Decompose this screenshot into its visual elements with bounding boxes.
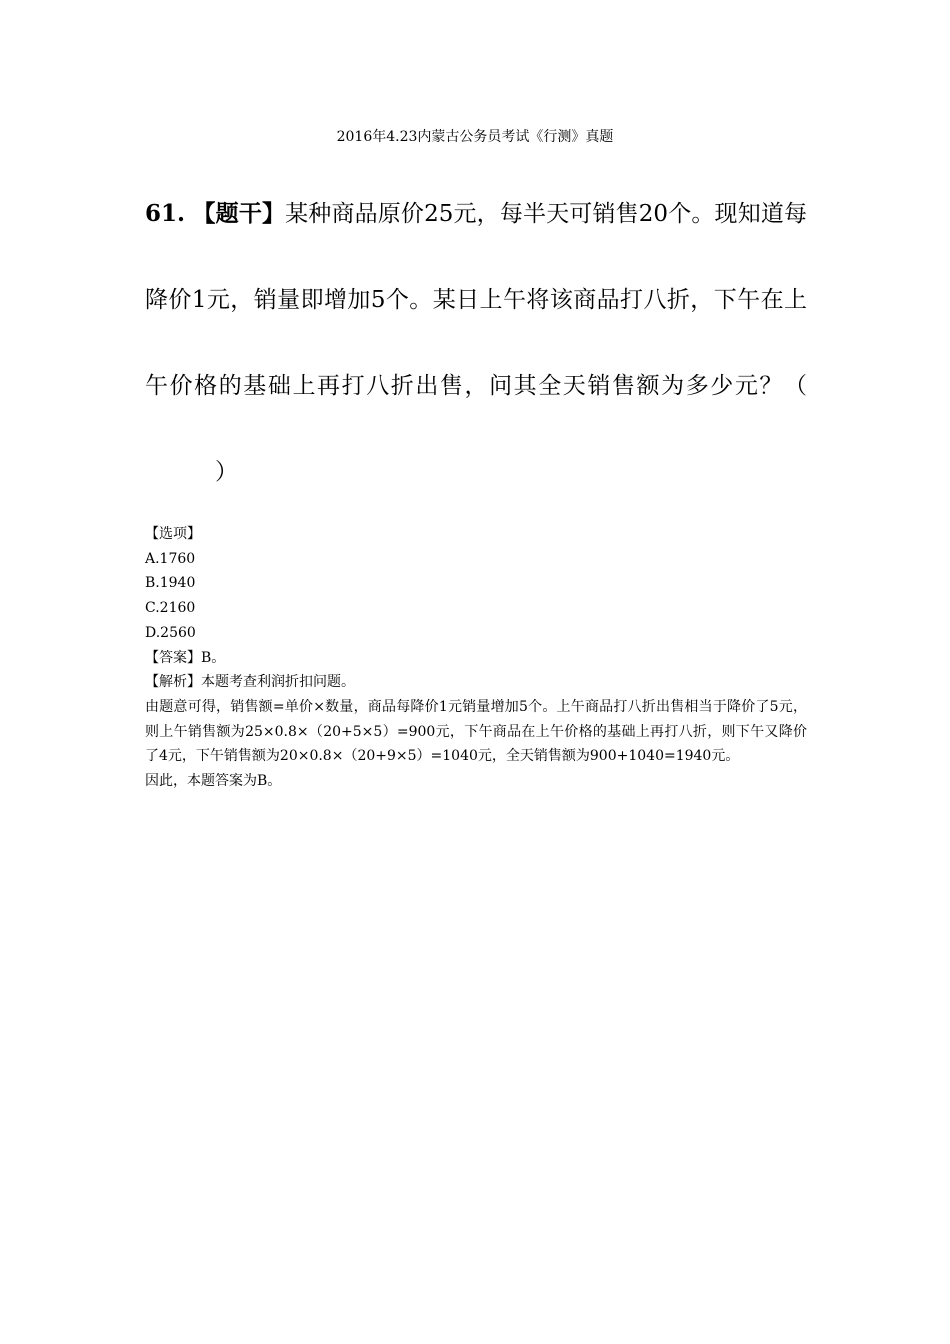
question-details (145, 522, 807, 794)
option-c: C.2160 (145, 600, 196, 617)
answer-line: 【答案】B。 (145, 649, 226, 666)
page-title: 2016年4.23内蒙古公务员考试《行测》真题 (336, 129, 614, 145)
page-header (0, 127, 950, 147)
analysis-conclusion: 因此，本题答案为B。 (145, 773, 282, 790)
question-stem (145, 171, 807, 515)
question-number: 61. (145, 200, 186, 227)
analysis-label: 【解析】本题考查利润折扣问题。 (145, 674, 355, 691)
option-d: D.2560 (145, 624, 196, 641)
option-a: A.1760 (145, 550, 196, 567)
option-b: B.1940 (145, 575, 196, 592)
question-text: 某种商品原价25元，每半天可销售20个。现知道每降价1元，销量即增加5个。某日上午将该商品打八折，下午在上午价格的基础上再打八折出售，问其全天销售额为多少元？（ (145, 201, 808, 399)
question-close-paren: ） (215, 459, 238, 485)
options-label: 【选项】 (145, 526, 201, 542)
analysis-body: 由题意可得，销售额=单价×数量，商品每降价1元销量增加5个。上午商品打八折出售相当于降价了5元，则上午销售额为25×0.8×（20+5×5）=900元，下午商品在上午价格的基础上再打八折，则下午又降价了4元，下午销售额为20×0.8×（20+9×5）=1040元，全天销售额为900+1040=1940元。 (145, 698, 807, 765)
question-tag: 【题干】 (192, 200, 286, 227)
